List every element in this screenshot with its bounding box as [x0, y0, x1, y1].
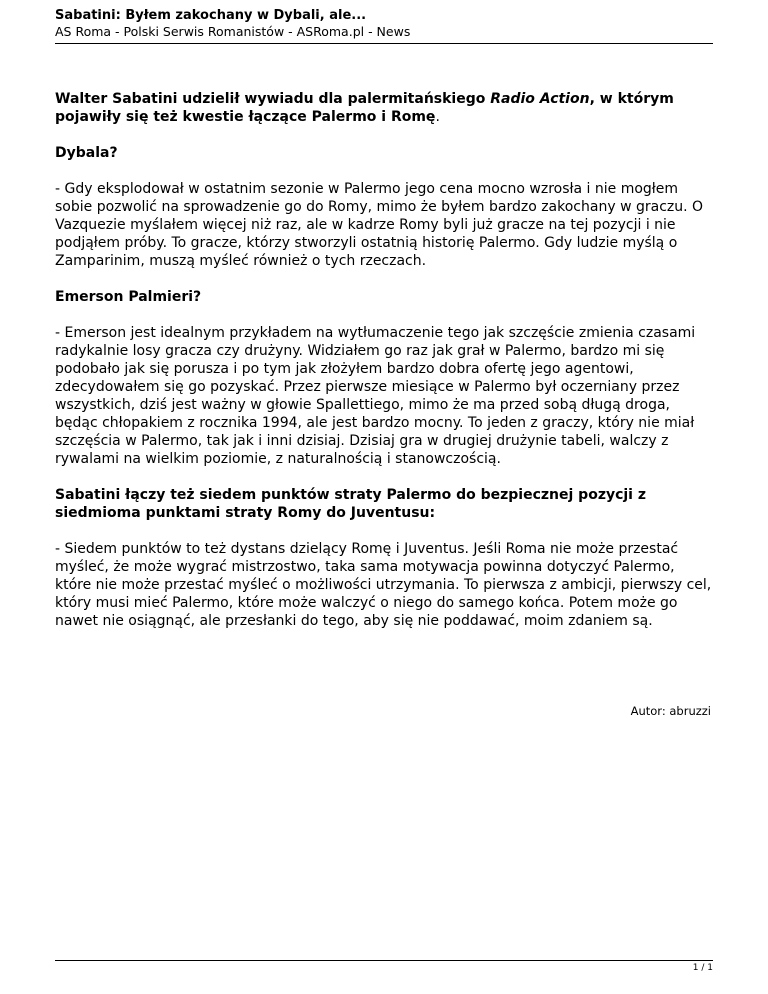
lead-text-start: Walter Sabatini udzielił wywiadu dla palermitańskiego: [55, 91, 491, 107]
answer-dybala: - Gdy eksplodował w ostatnim sezonie w Palermo jego cena mocno wzrosła i nie mogłem sobie pozwolić na sprowadzenie go do Romy, mimo że byłem bardzo zakochany w graczu. O Vazquezie myślałem więcej niż raz, ale w kadrze Romy byli już gracze na tej pozycji i nie podjąłem próby. To gracze, którzy stworzyli ostatnią historię Palermo. Gdy ludzie myślą o Zamparinim, muszą myśleć również o tych rzeczach.: [55, 181, 704, 269]
lead-period: .: [435, 109, 440, 125]
page-title: Sabatini: Byłem zakochany w Dybali, ale...: [55, 8, 367, 23]
lead-radio-name: Radio Action: [490, 91, 590, 107]
lead-text-end: , w którym pojawiły się też kwestie łączące Palermo i Romę: [55, 91, 674, 125]
page-header: [55, 8, 713, 44]
question-emerson: Emerson Palmieri?: [55, 289, 202, 305]
site-subtitle: AS Roma - Polski Serwis Romanistów - ASRoma.pl - News: [55, 24, 411, 39]
question-dybala: Dybala?: [55, 145, 118, 161]
question-seven-points: Sabatini łączy też siedem punktów straty Palermo do bezpiecznej pozycji z siedmioma punktami straty Romy do Juventusu:: [55, 487, 647, 521]
page-footer: [55, 960, 713, 973]
answer-seven-points: - Siedem punktów to też dystans dzielący Romę i Juventus. Jeśli Roma nie może przestać myśleć, że może wygrać mistrzostwo, taka sama motywacja powinna dotyczyć Palermo, które nie może przestać myśleć o możliwości utrzymania. To pierwsza z ambicji, pierwszy cel, który musi mieć Palermo, które może walczyć o niego do samego końca. Potem może go nawet nie osiągnąć, ale przesłanki do tego, aby się nie poddawać, moim zdaniem są.: [55, 541, 712, 629]
article-lead: [55, 90, 715, 126]
answer-emerson: - Emerson jest idealnym przykładem na wytłumaczenie tego jak szczęście zmienia czasami radykalnie losy gracza czy drużyny. Widziałem go raz jak grał w Palermo, bardzo mi się podobało jak się porusza i po tym jak złożyłem bardzo dobra ofertę jego agentowi, zdecydowałem się go pozyskać. Przez pierwsze miesiące w Palermo był oczerniany przez wszystkich, dziś jest ważny w głowie Spallettiego, mimo że ma przed sobą długą droga, będąc chłopakiem z rocznika 1994, ale jest bardzo mocny. To jeden z graczy, który nie miał szczęścia w Palermo, tak jak i inni dzisiaj. Dzisiaj gra w drugiej drużynie tabeli, walczy z rywalami na wielkim poziomie, z naturalnością i stanowczością.: [55, 325, 696, 467]
page-number: 1 / 1: [692, 963, 713, 973]
article-author: Autor: abruzzi: [630, 704, 711, 718]
article-body: [55, 90, 715, 648]
